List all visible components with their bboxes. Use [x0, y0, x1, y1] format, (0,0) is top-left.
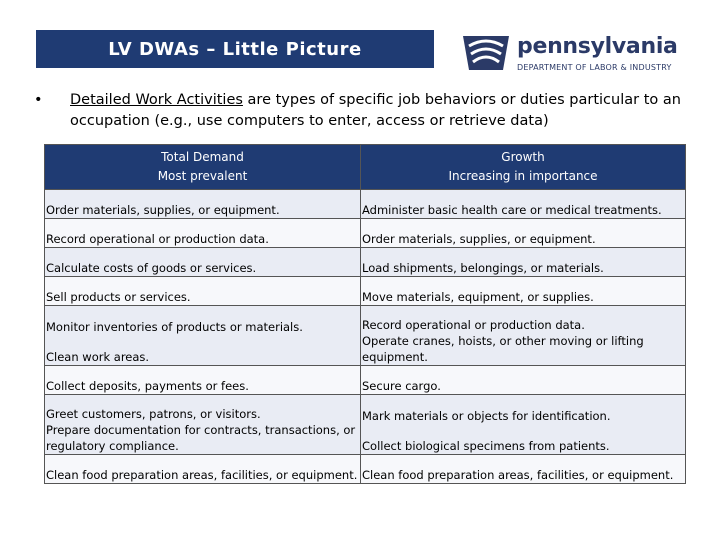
cell-line: Clean work areas.	[46, 350, 150, 364]
table-cell: Administer basic health care or medical treatments.	[361, 190, 686, 219]
table-cell: Record operational or production data.	[45, 219, 361, 248]
cell-line: Prepare documentation for contracts, transactions, or regulatory compliance.	[46, 423, 356, 453]
table-cell: Collect deposits, payments or fees.	[45, 366, 361, 395]
pennsylvania-logo	[455, 30, 695, 76]
dwa-table	[44, 144, 686, 484]
table-cell: Sell products or services.	[45, 277, 361, 306]
cell-line: Operate cranes, hoists, or other moving or lifting equipment.	[362, 334, 644, 364]
header-line: Increasing in importance	[448, 169, 598, 183]
slide-title: LV DWAs – Little Picture	[36, 30, 434, 68]
definition-term: Detailed Work Activities	[70, 92, 243, 108]
definition-body: are types of specific job behaviors or duties particular to an occupation (e.g., use computers to enter, access or retrieve data)	[70, 92, 681, 129]
table-cell: Move materials, equipment, or supplies.	[361, 277, 686, 306]
bullet-marker: •	[34, 92, 43, 108]
header-line: Most prevalent	[157, 169, 248, 183]
table-row	[45, 395, 686, 455]
header-line: Total Demand	[161, 150, 244, 164]
cell-line: Greet customers, patrons, or visitors.	[46, 407, 261, 421]
table-row	[45, 366, 686, 395]
table-cell	[361, 395, 686, 455]
cell-spacer	[362, 424, 684, 438]
cell-line: Mark materials or objects for identification.	[362, 409, 611, 423]
table-cell	[45, 395, 361, 455]
table-row	[45, 306, 686, 366]
logo-name: pennsylvania	[517, 34, 678, 59]
table-cell: Calculate costs of goods or services.	[45, 248, 361, 277]
table-cell: Load shipments, belongings, or materials.	[361, 248, 686, 277]
table-row	[45, 219, 686, 248]
table-row	[45, 277, 686, 306]
table-cell: Clean food preparation areas, facilities, or equipment.	[45, 455, 361, 484]
cell-spacer	[46, 335, 359, 349]
keystone-icon	[461, 34, 511, 72]
table-row	[45, 455, 686, 484]
logo-department: DEPARTMENT OF LABOR & INDUSTRY	[517, 63, 672, 72]
cell-line: Collect biological specimens from patients.	[362, 439, 610, 453]
table-cell	[361, 306, 686, 366]
table-cell: Secure cargo.	[361, 366, 686, 395]
header-growth	[361, 145, 686, 190]
table-row	[45, 190, 686, 219]
table-cell: Order materials, supplies, or equipment.	[361, 219, 686, 248]
header-total-demand	[45, 145, 361, 190]
table-cell: Order materials, supplies, or equipment.	[45, 190, 361, 219]
cell-line: Record operational or production data.	[362, 318, 585, 332]
table-cell: Clean food preparation areas, facilities, or equipment.	[361, 455, 686, 484]
cell-line: Monitor inventories of products or materials.	[46, 320, 303, 334]
table-cell	[45, 306, 361, 366]
header-line: Growth	[501, 150, 545, 164]
table-row	[45, 248, 686, 277]
table-header-row	[45, 145, 686, 190]
definition-text	[70, 90, 700, 132]
